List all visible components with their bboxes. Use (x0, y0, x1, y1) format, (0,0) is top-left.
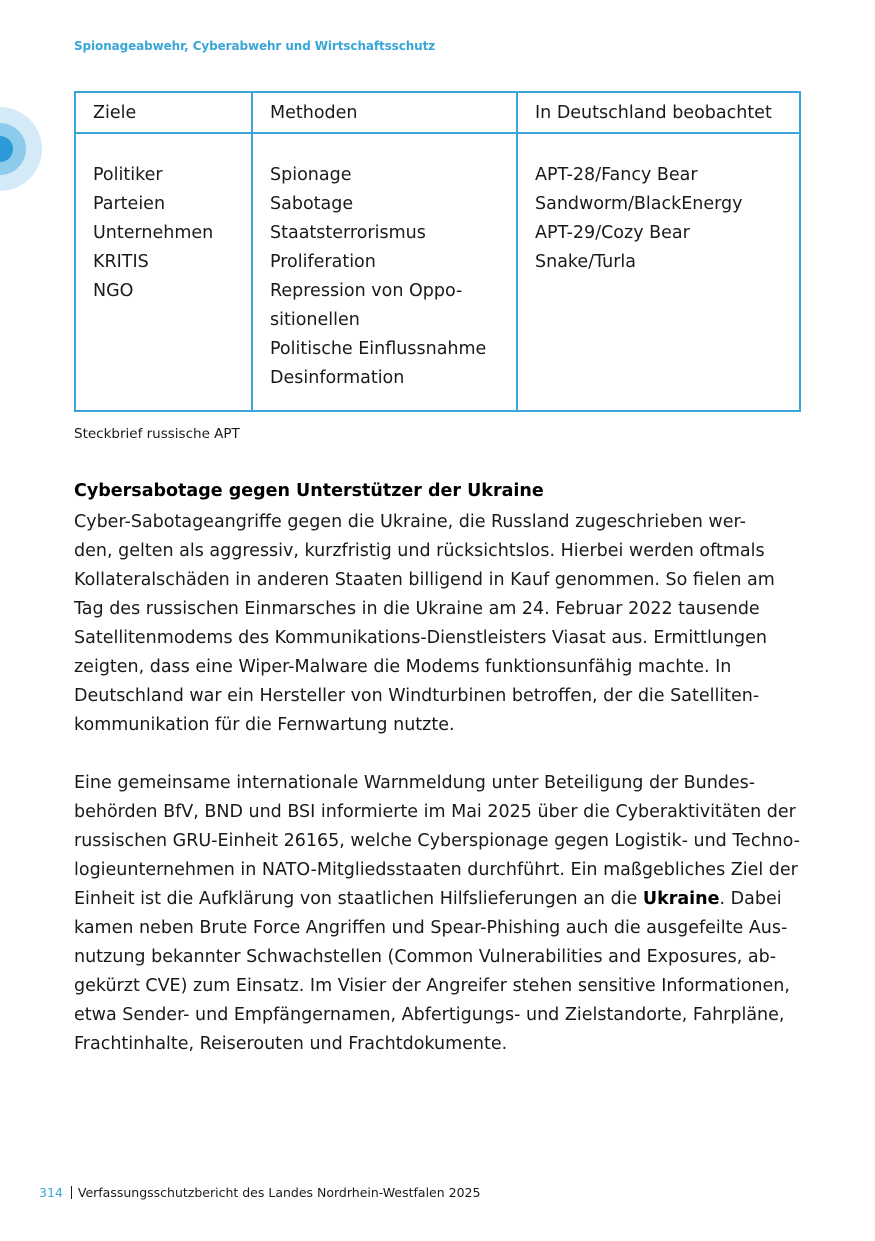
text-line: behörden BfV, BND und BSI informierte im Mai 2025 über die Cyberaktivitäten der (74, 802, 796, 822)
beobachtet-list (535, 161, 743, 277)
text-line: nutzung bekannter Schwachstellen (Common Vulnerabilities and Exposures, ab- (74, 947, 777, 967)
text-line: Frachtinhalte, Reiserouten und Frachtdokumente. (74, 1034, 508, 1054)
list-item: Staatsterrorismus (270, 223, 426, 243)
text-line: Cyber-Sabotageangriffe gegen die Ukraine, die Russland zugeschrieben wer- (74, 512, 746, 532)
paragraph-2 (74, 769, 801, 1059)
list-item: Sandworm/BlackEnergy (535, 194, 743, 214)
header-ziele: Ziele (93, 103, 137, 123)
text-line: den, gelten als aggressiv, kurzfristig und rücksichtslos. Hierbei werden oftmals (74, 541, 765, 561)
list-item: Sabotage (270, 194, 354, 214)
header-beobachtet: In Deutschland beobachtet (535, 103, 772, 123)
paragraph-1 (74, 508, 801, 740)
page-number: 314 (39, 1185, 63, 1200)
table-column-divider (516, 93, 518, 410)
header-methoden: Methoden (270, 103, 358, 123)
apt-profile-table (74, 91, 801, 412)
text-line: Satellitenmodems des Kommunikations-Dienstleisters Viasat aus. Ermittlungen (74, 628, 768, 648)
list-item: Politische Einflussnahme (270, 339, 487, 359)
list-item: Spionage (270, 165, 352, 185)
list-item: Politiker (93, 165, 163, 185)
section-heading: Cybersabotage gegen Unterstützer der Ukraine (74, 481, 544, 501)
text-line: Eine gemeinsame internationale Warnmeldung unter Beteiligung der Bundes- (74, 773, 756, 793)
list-item: Snake/Turla (535, 252, 637, 272)
text-run: Einheit ist die Aufklärung von staatlichen Hilfslieferungen an die (74, 889, 643, 909)
ziele-list (93, 161, 213, 306)
text-line (74, 885, 801, 914)
running-header: Spionageabwehr, Cyberabwehr und Wirtschaftsschutz (74, 39, 436, 53)
text-line: zeigten, dass eine Wiper-Malware die Modems funktionsunfähig machte. In (74, 657, 732, 677)
bold-term-ukraine: Ukraine (642, 889, 720, 909)
list-item: sitionellen (270, 310, 360, 330)
table-column-divider (251, 93, 253, 410)
list-item: Desinformation (270, 368, 405, 388)
text-run: . Dabei (719, 889, 782, 909)
list-item: NGO (93, 281, 134, 301)
list-item: Repression von Oppo- (270, 281, 463, 301)
text-line: russischen GRU-Einheit 26165, welche Cyberspionage gegen Logistik- und Techno- (74, 831, 800, 851)
text-line: kommunikation für die Fernwartung nutzte. (74, 715, 455, 735)
chapter-marker (0, 107, 42, 191)
table-caption: Steckbrief russische APT (74, 426, 240, 442)
methoden-list (270, 161, 486, 393)
table-header-divider (76, 132, 799, 134)
list-item: APT-29/Cozy Bear (535, 223, 690, 243)
text-line: Kollateralschäden in anderen Staaten billigend in Kauf genommen. So fielen am (74, 570, 775, 590)
list-item: Proliferation (270, 252, 376, 272)
list-item: Unternehmen (93, 223, 214, 243)
list-item: KRITIS (93, 252, 149, 272)
text-line: Tag des russischen Einmarsches in die Ukraine am 24. Februar 2022 tausende (74, 599, 760, 619)
page-footer (39, 1185, 480, 1200)
footer-divider (71, 1186, 72, 1199)
text-line: etwa Sender- und Empfängernamen, Abfertigungs- und Zielstandorte, Fahrpläne, (74, 1005, 785, 1025)
text-line: gekürzt CVE) zum Einsatz. Im Visier der Angreifer stehen sensitive Informationen, (74, 976, 790, 996)
text-line: Deutschland war ein Hersteller von Windturbinen betroffen, der die Satelliten- (74, 686, 760, 706)
list-item: Parteien (93, 194, 166, 214)
list-item: APT-28/Fancy Bear (535, 165, 698, 185)
text-line: kamen neben Brute Force Angriffen und Spear-Phishing auch die ausgefeilte Aus- (74, 918, 788, 938)
footer-title: Verfassungsschutzbericht des Landes Nordrhein-Westfalen 2025 (77, 1185, 481, 1200)
text-line: logieunternehmen in NATO-Mitgliedsstaaten durchführt. Ein maßgebliches Ziel der (74, 860, 798, 880)
